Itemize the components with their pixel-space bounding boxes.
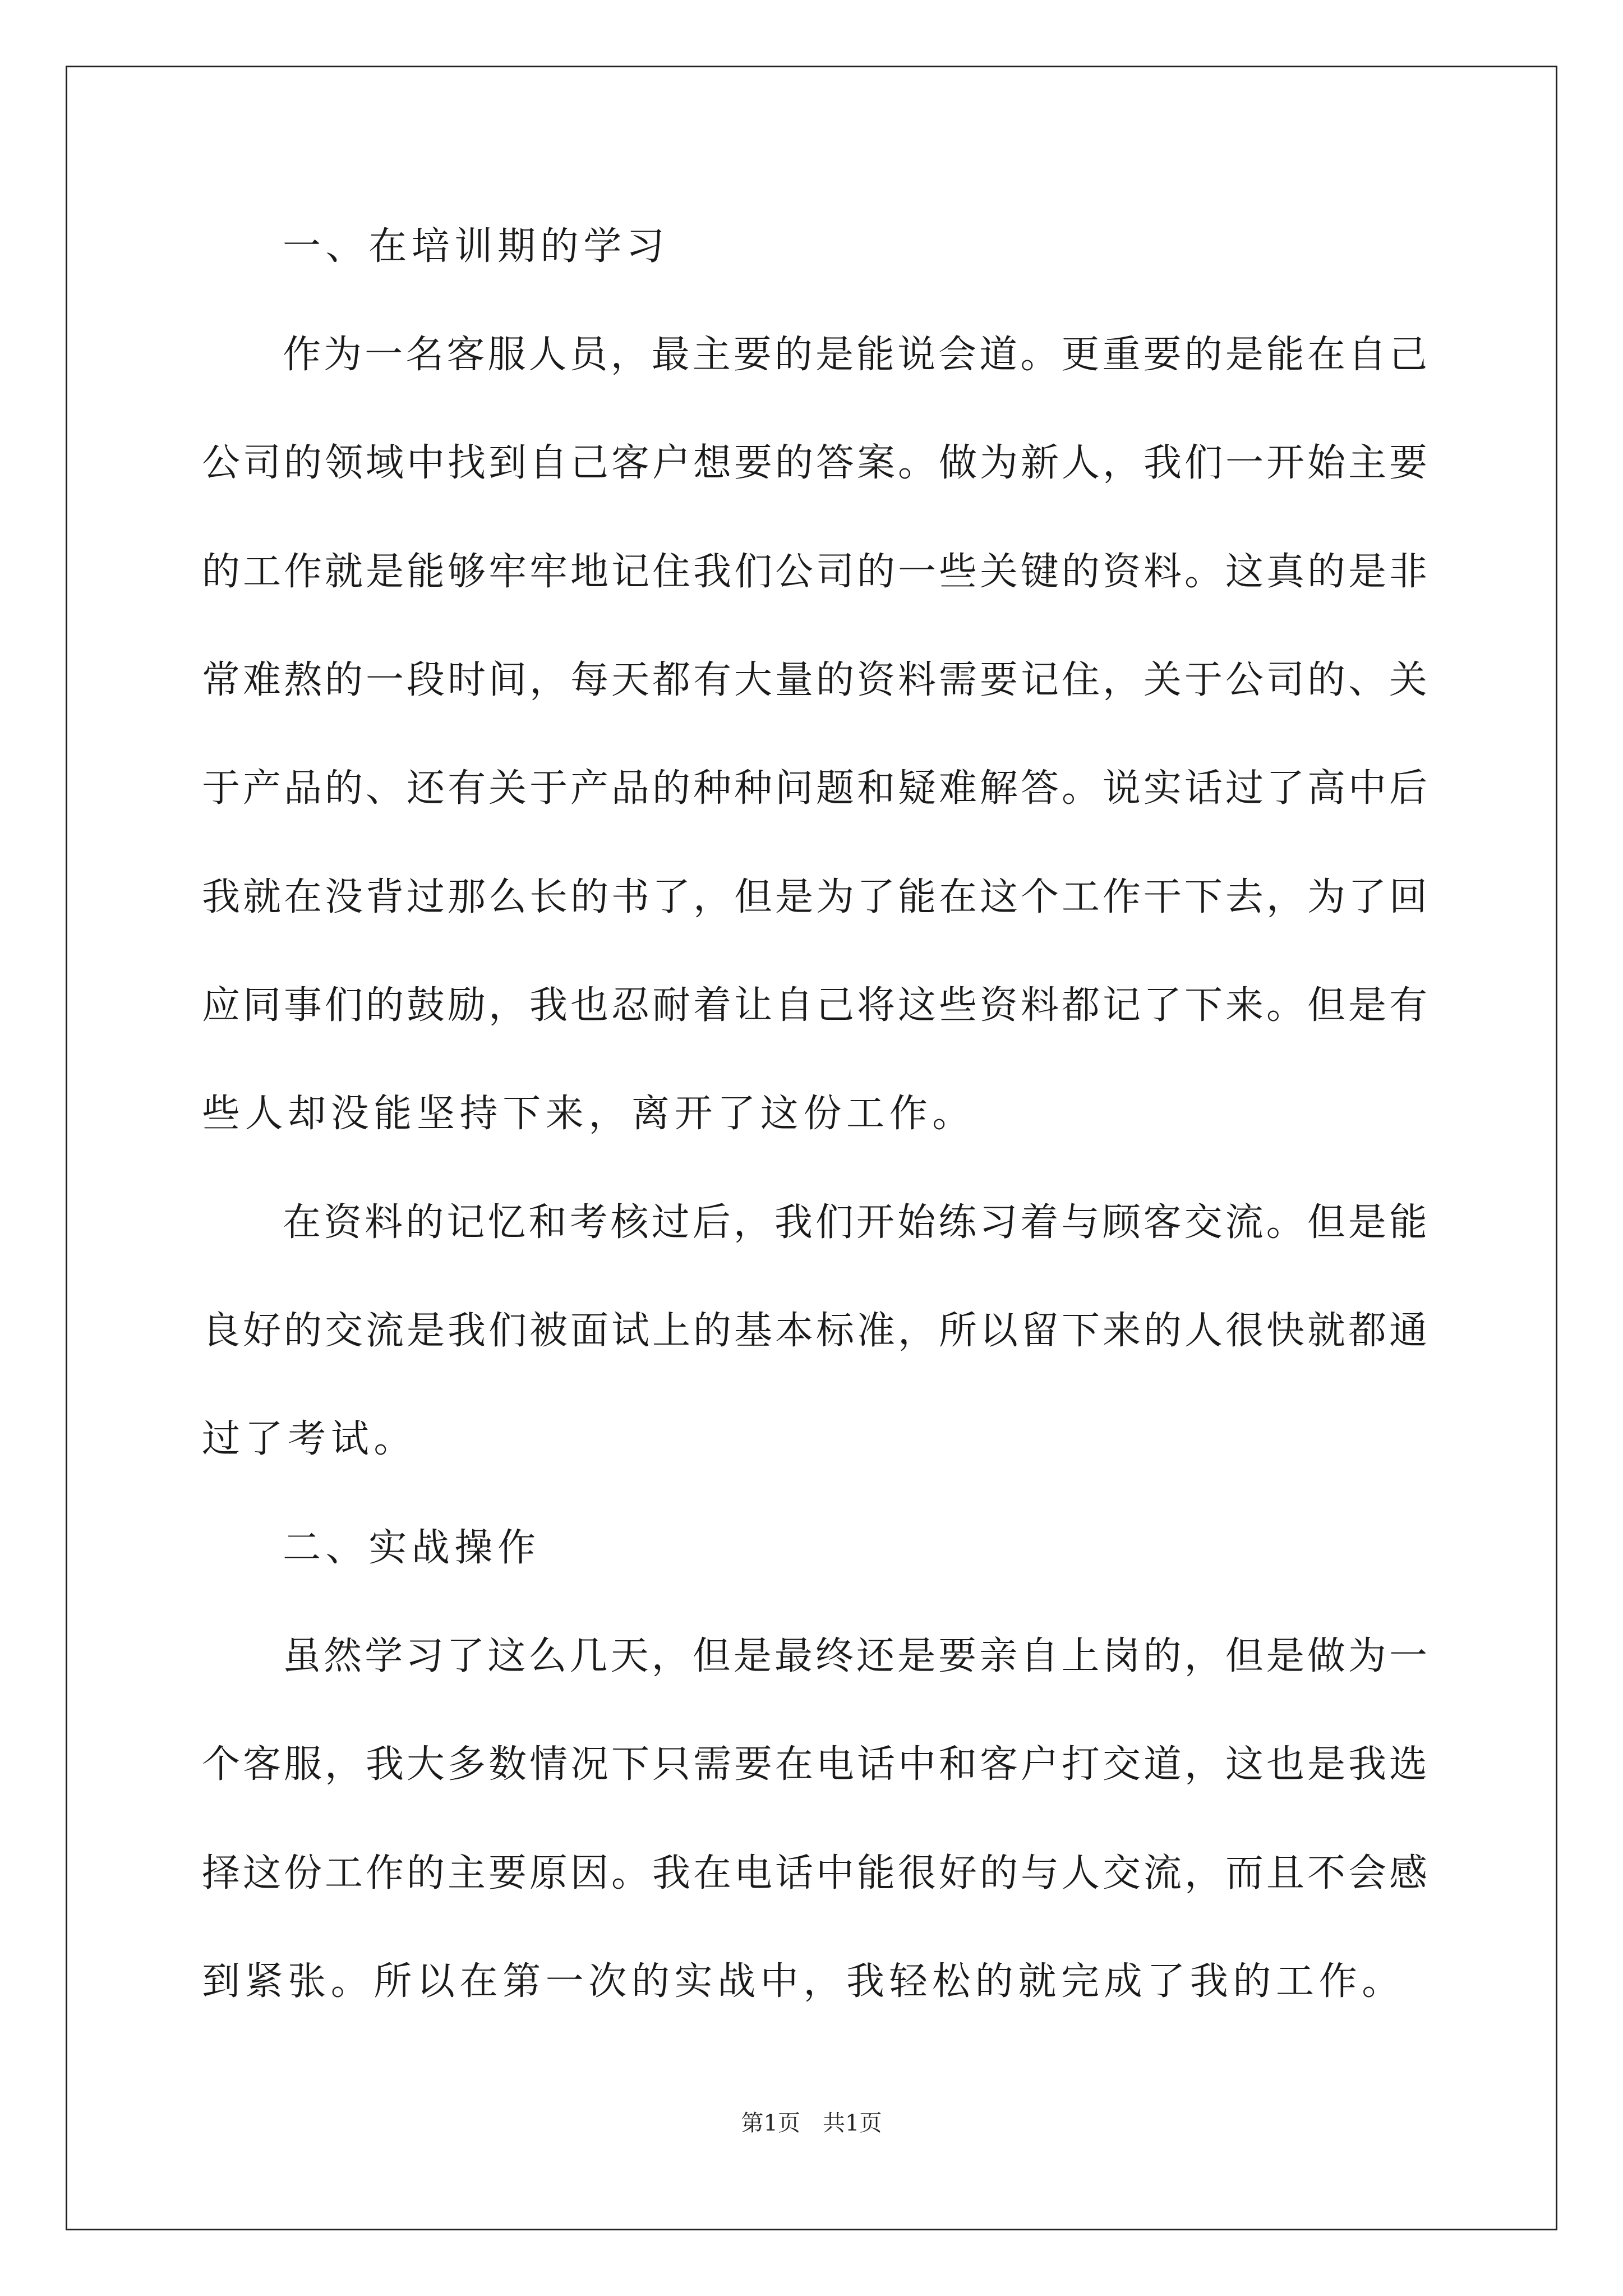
paragraph-line: 作为一名客服人员，最主要的是能说会道。更重要的是能在自己 bbox=[283, 333, 1427, 377]
paragraph-line: 虽然学习了这么几天，但是最终还是要亲自上岗的，但是做为一 bbox=[283, 1634, 1427, 1678]
page-number: 第1页 bbox=[741, 2110, 800, 2136]
paragraph-line: 过了考试。 bbox=[202, 1417, 417, 1461]
page-total: 共1页 bbox=[823, 2110, 882, 2136]
paragraph-line: 在资料的记忆和考核过后，我们开始练习着与顾客交流。但是能 bbox=[283, 1200, 1427, 1245]
paragraph-line: 良好的交流是我们被面试上的基本标准，所以留下来的人很快就都通 bbox=[202, 1309, 1427, 1353]
section-heading-2: 二、实战操作 bbox=[283, 1526, 541, 1570]
page-footer bbox=[0, 2106, 1623, 2140]
paragraph-line: 些人却没能坚持下来，离开了这份工作。 bbox=[202, 1092, 975, 1136]
section-heading-1: 一、在培训期的学习 bbox=[283, 224, 670, 269]
paragraph-line: 于产品的、还有关于产品的种种问题和疑难解答。说实话过了高中后 bbox=[202, 766, 1427, 811]
paragraph-line: 的工作就是能够牢牢地记住我们公司的一些关键的资料。这真的是非 bbox=[202, 550, 1427, 594]
paragraph-line: 个客服，我大多数情况下只需要在电话中和客户打交道，这也是我选 bbox=[202, 1742, 1427, 1787]
paragraph-line: 择这份工作的主要原因。我在电话中能很好的与人交流，而且不会感 bbox=[202, 1851, 1427, 1895]
paragraph-line: 到紧张。所以在第一次的实战中，我轻松的就完成了我的工作。 bbox=[202, 1959, 1405, 2004]
paragraph-line: 常难熬的一段时间，每天都有大量的资料需要记住，关于公司的、关 bbox=[202, 658, 1427, 702]
paragraph-line: 我就在没背过那么长的书了，但是为了能在这个工作干下去，为了回 bbox=[202, 875, 1427, 919]
paragraph-line: 应同事们的鼓励，我也忍耐着让自己将这些资料都记了下来。但是有 bbox=[202, 983, 1427, 1028]
paragraph-line: 公司的领域中找到自己客户想要的答案。做为新人，我们一开始主要 bbox=[202, 441, 1427, 485]
